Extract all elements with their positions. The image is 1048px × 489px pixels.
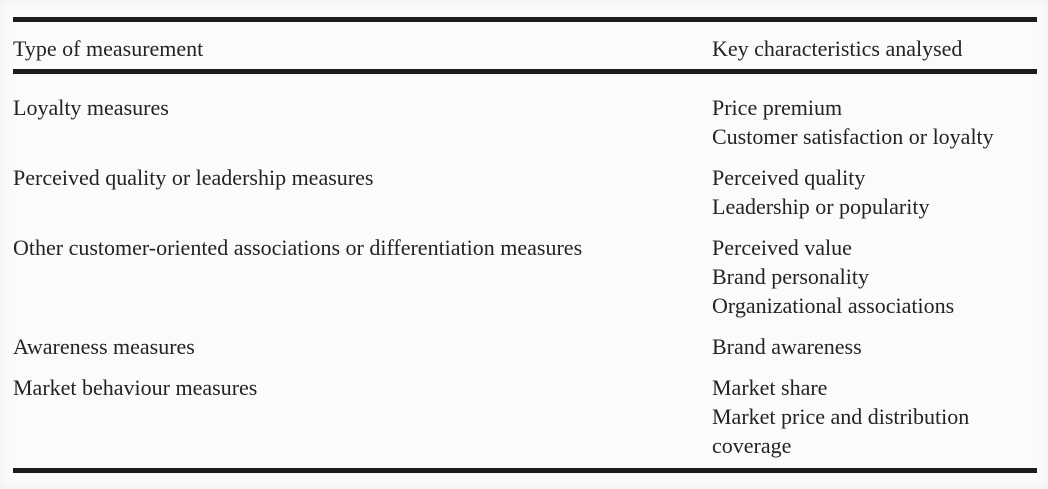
table-row-awareness (13, 332, 1037, 361)
row-type-cell: Loyalty measures (13, 95, 169, 120)
characteristic-line: Brand personality (712, 264, 870, 289)
table-row-loyalty (13, 93, 1037, 151)
row-type-cell: Market behaviour measures (13, 375, 258, 400)
row-characteristics-cell (712, 332, 1037, 361)
row-type-cell: Perceived quality or leadership measures (13, 165, 374, 190)
table-header-row (13, 22, 1037, 69)
characteristic-line: Price premium (712, 95, 843, 120)
column-header-type-of-measurement: Type of measurement (13, 36, 204, 61)
column-header-key-characteristics: Key characteristics analysed (712, 36, 963, 61)
characteristic-line: Brand awareness (712, 334, 862, 359)
row-characteristics-cell (712, 373, 1037, 460)
table-row-other-associations (13, 233, 1037, 320)
table-row-market-behaviour (13, 373, 1037, 460)
table-row-perceived-quality (13, 163, 1037, 221)
characteristic-line: Market price and distribution coverage (712, 404, 970, 458)
row-characteristics-cell (712, 163, 1037, 221)
bottom-rule (13, 468, 1037, 473)
row-characteristics-cell (712, 233, 1037, 320)
characteristic-line: Perceived value (712, 235, 852, 260)
characteristic-line: Leadership or popularity (712, 194, 930, 219)
characteristic-line: Perceived quality (712, 165, 866, 190)
row-type-cell: Awareness measures (13, 334, 195, 359)
characteristic-line: Market share (712, 375, 828, 400)
row-type-cell: Other customer-oriented associations or differentiation measures (13, 235, 583, 260)
characteristic-line: Customer satisfaction or loyalty (712, 124, 994, 149)
table-body (13, 74, 1037, 468)
row-characteristics-cell (712, 93, 1037, 151)
characteristic-line: Organizational associations (712, 293, 955, 318)
measurement-table (13, 17, 1037, 473)
